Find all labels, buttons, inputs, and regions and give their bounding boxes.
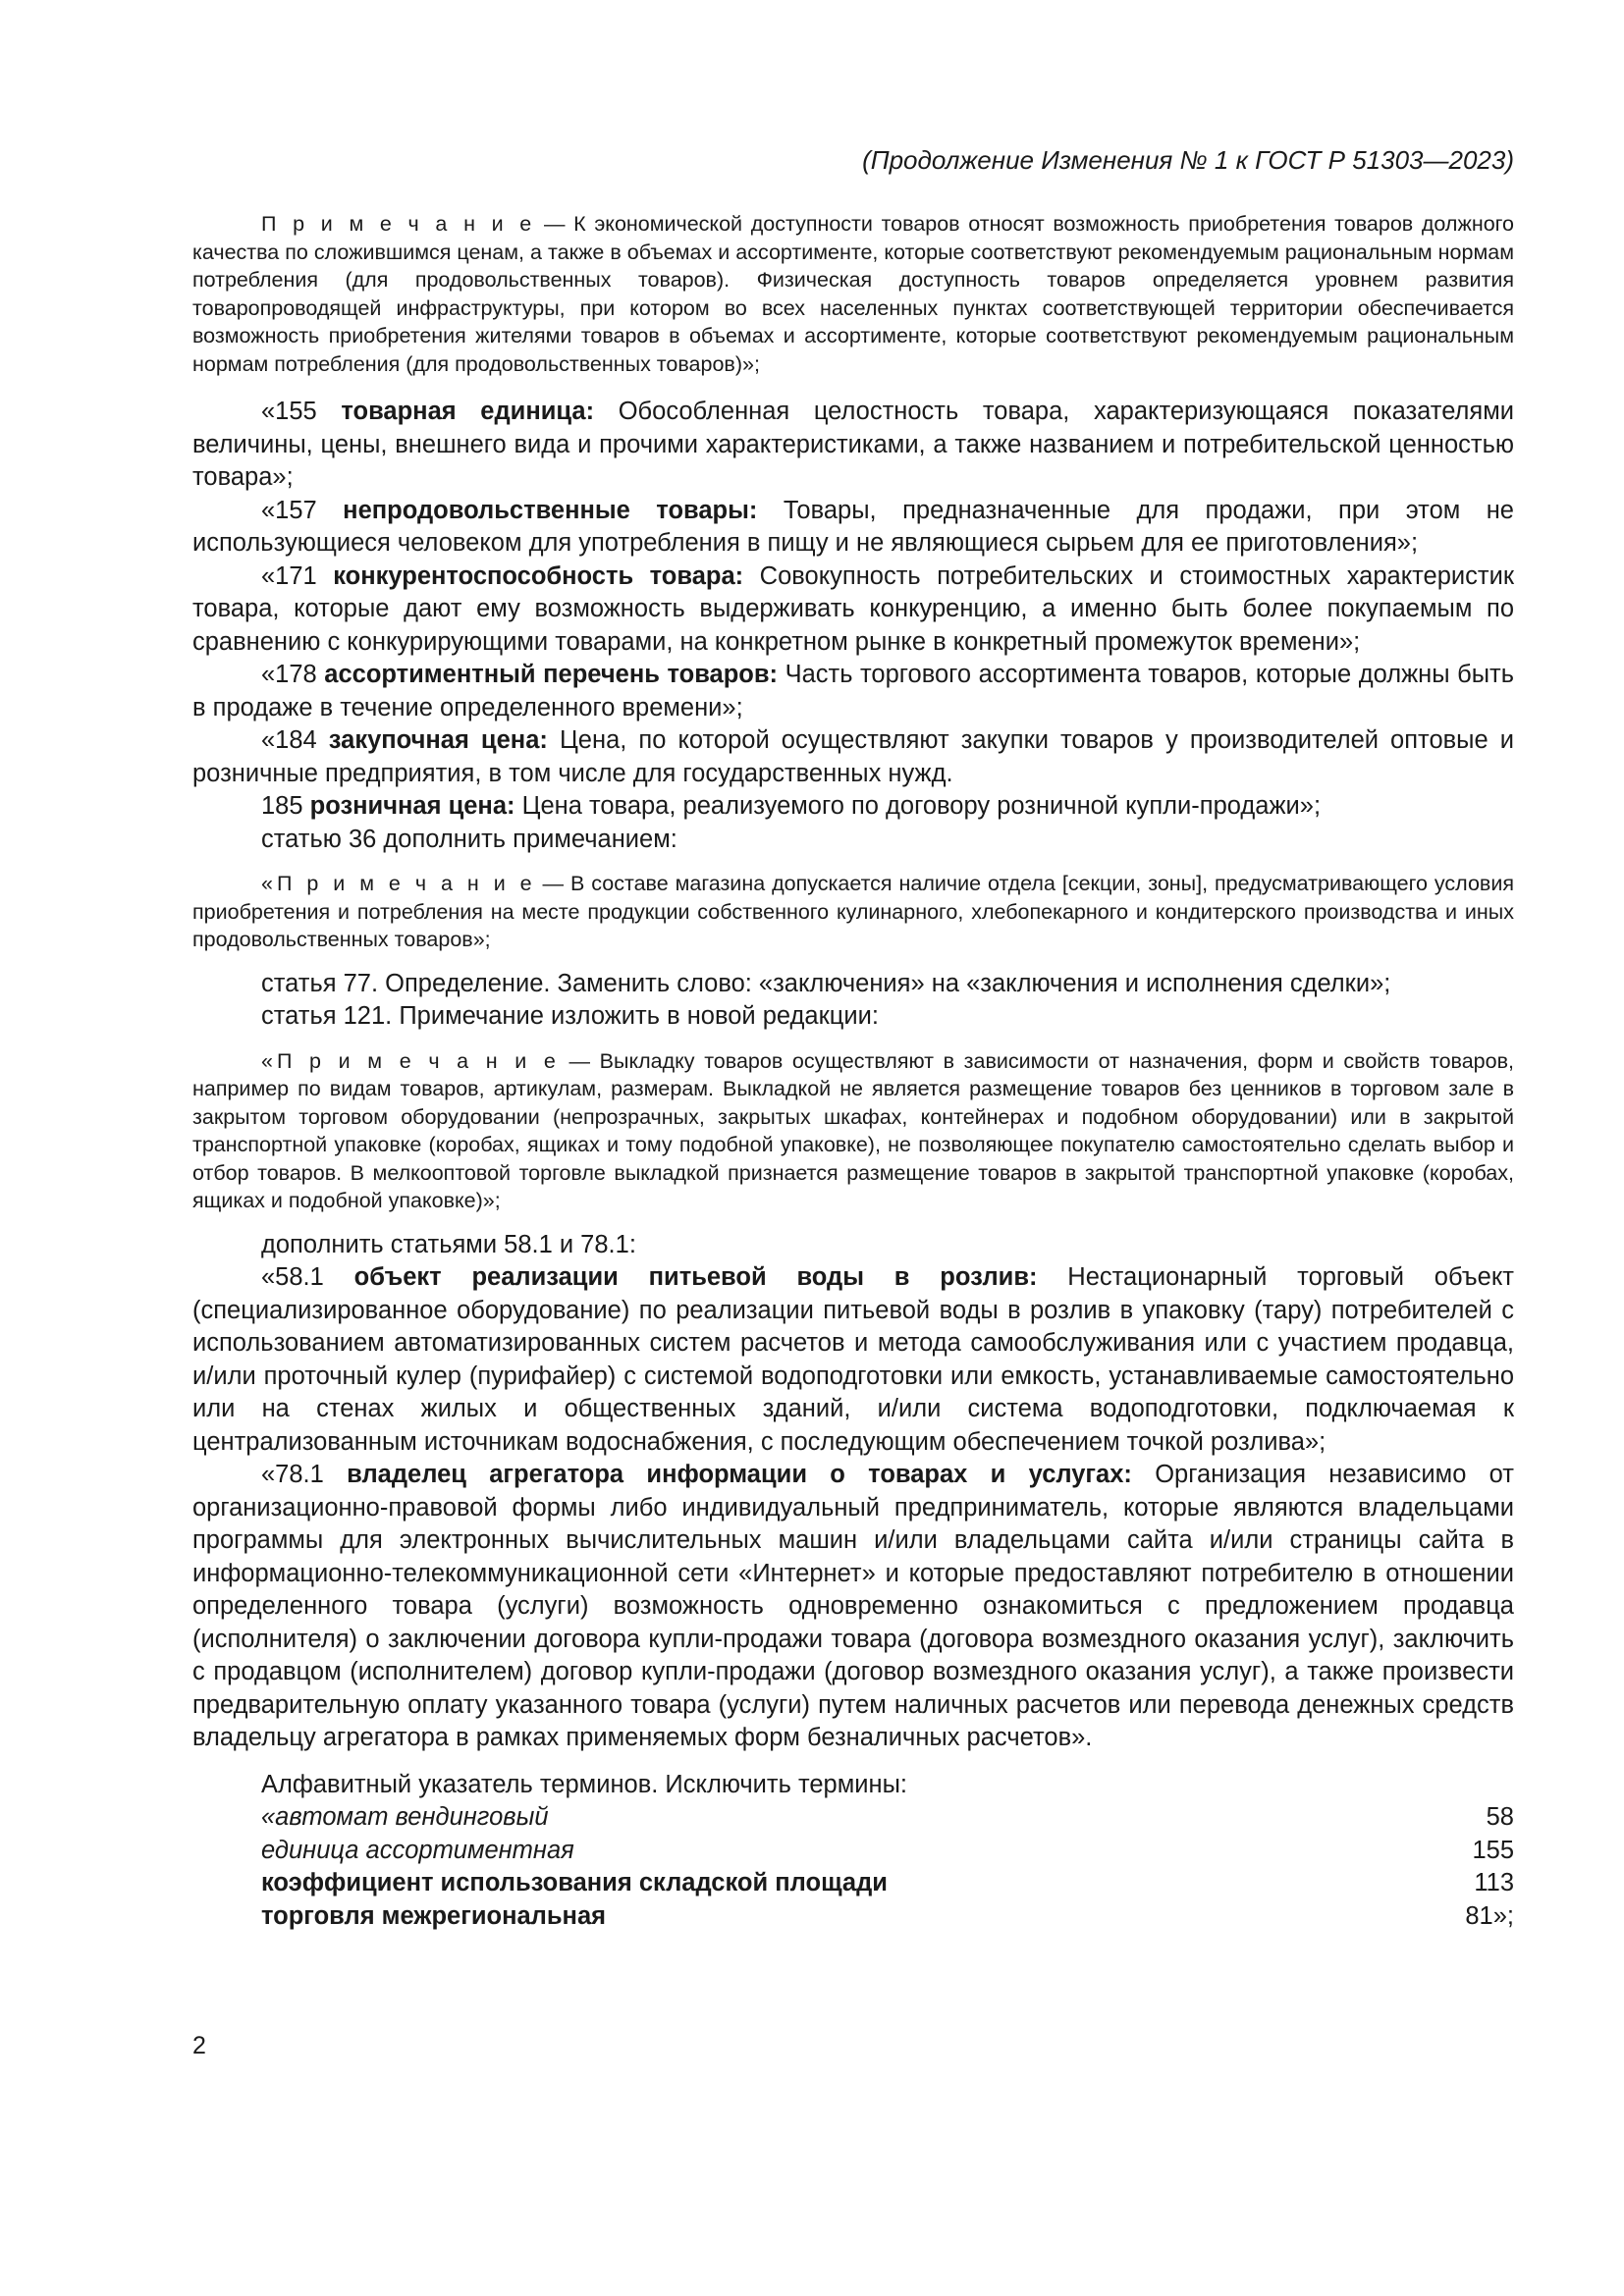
add-articles-instruction: дополнить статьями 58.1 и 78.1: bbox=[261, 1230, 636, 1258]
note-goods-display bbox=[192, 1047, 1514, 1215]
term-184 bbox=[192, 724, 1514, 790]
term-name: ассортиментный перечень товаров: bbox=[324, 661, 779, 688]
article-77-instruction: статья 77. Определение. Заменить слово: «заключения» на «заключения и исполнения сделки»; bbox=[261, 969, 1391, 997]
term-name: товарная единица: bbox=[341, 398, 595, 425]
index-term: единица ассортиментная bbox=[261, 1836, 574, 1864]
term-number: 185 bbox=[261, 792, 310, 820]
note-label: «П р и м е ч а н и е bbox=[261, 872, 536, 895]
term-157 bbox=[192, 495, 1514, 561]
index-term-row bbox=[192, 1801, 1514, 1835]
term-definition: Товары, предназначенные для продажи, при этом не использующиеся человеком для употребления в пищу и не являющиеся сырьем для ее приготовления»; bbox=[192, 496, 1514, 557]
note-text: — Выкладку товаров осуществляют в зависимости от назначения, форм и свойств товаров, например по видам товаров, артикулам, размерам. Выкладкой не является размещение товаров без ценников в торговом зале в закрытом торговом оборудовании (непрозрачных, закрытых шкафах, контейнерах и подобном оборудовании) или в закрытой транспортной упаковке (коробах, ящиках и тому подобной упаковке), не позволяющее покупателю самостоятельно сделать выбор и отбор товаров. В мелкооптовой торговле выкладкой признается размещение товаров в закрытой транспортной упаковке (коробах, ящиках и подобной упаковке)»; bbox=[192, 1048, 1514, 1212]
note-store-section bbox=[192, 870, 1514, 954]
page-number: 2 bbox=[192, 2032, 206, 2059]
index-term-row bbox=[192, 1867, 1514, 1900]
term-definition: Организация независимо от организационно-правовой формы либо индивидуальный предприниматель, которые являются владельцами программы для электронных вычислительных машин и/или владельцами сайта и/или страницы сайта в информационно-телекоммуникационной сети «Интернет» и которые предоставляют потребителю в отношении определенного товара (услуги) возможность одновременно ознакомиться с предложением продавца (исполнителя) о заключении договора купли-продажи товара (договора возмездного оказания услуг), заключить с продавцом (исполнителем) договор купли-продажи (договор возмездного оказания услуг), а также произвести предварительную оплату указанного товара (услуги) путем наличных расчетов или перевода денежных средств владельцу агрегатора в рамках применяемых форм безналичных расчетов». bbox=[192, 1461, 1514, 1751]
term-58-1 bbox=[192, 1261, 1514, 1459]
term-number: «155 bbox=[261, 398, 342, 425]
index-heading: Алфавитный указатель терминов. Исключить термины: bbox=[261, 1770, 907, 1798]
note-label: «П р и м е ч а н и е bbox=[261, 1048, 560, 1073]
index-term-number: 58 bbox=[1486, 1803, 1514, 1831]
term-name: объект реализации питьевой воды в розлив: bbox=[353, 1263, 1038, 1291]
article-121-instruction: статья 121. Примечание изложить в новой редакции: bbox=[261, 1002, 879, 1030]
index-term-number: 155 bbox=[1472, 1836, 1514, 1864]
term-name: розничная цена: bbox=[309, 792, 515, 820]
note-label: П р и м е ч а н и е bbox=[261, 212, 536, 236]
note-text: — К экономической доступности товаров относят возможность приобретения товаров должного качества по сложившимся ценам, а также в объемах и ассортименте, которые соответствуют рекомендуемым рациональным нормам потребления (для продовольственных товаров). Физическая доступность товаров определяется уровнем развития товаропроводящей инфраструктуры, при котором во всех населенных пунктах соответствующей территории обеспечивается возможность приобретения жителями товаров в объемах и ассортименте, которые соответствуют рекомендуемым рациональным нормам потребления (для продовольственных товаров)»; bbox=[192, 212, 1514, 376]
term-number: «58.1 bbox=[261, 1263, 354, 1291]
index-term: коэффициент использования складской площади bbox=[261, 1869, 888, 1896]
term-name: конкурентоспособность товара: bbox=[333, 561, 744, 590]
continuation-header: (Продолжение Изменения № 1 к ГОСТ Р 51303—2023) bbox=[862, 145, 1514, 175]
article-36-instruction: статью 36 дополнить примечанием: bbox=[261, 825, 677, 853]
index-term-number: 113 bbox=[1474, 1869, 1514, 1896]
term-definition: Цена товара, реализуемого по договору розничной купли-продажи»; bbox=[514, 792, 1322, 820]
note-economic-availability bbox=[192, 210, 1514, 378]
term-definition: Совокупность потребительских и стоимостных характеристик товара, которые дают ему возможность выдерживать конкуренцию, а именно быть более покупаемым по сравнению с конкурирующими товарами, на конкретном рынке в конкретный промежуток времени»; bbox=[192, 561, 1514, 656]
term-185 bbox=[192, 790, 1514, 824]
document-page bbox=[192, 143, 1514, 1933]
index-term-row bbox=[192, 1900, 1514, 1934]
term-number: «184 bbox=[261, 726, 329, 754]
index-term: торговля межрегиональная bbox=[261, 1901, 607, 1930]
term-number: «78.1 bbox=[261, 1461, 348, 1488]
term-definition: Нестационарный торговый объект (специализированное оборудование) по реализации питьевой воды в розлив в упаковку (тару) потребителей с использованием автоматизированных систем расчетов и метода самообслуживания или с участием продавца, и/или проточный кулер (пурифайер) с системой водоподготовки или емкость, устанавливаемые самостоятельно или на стенах жилых и общественных зданий, и/или система водоподготовки, подключаемая к централизованным источникам водоснабжения, с последующим обеспечением точкой розлива»; bbox=[192, 1263, 1514, 1456]
term-171 bbox=[192, 561, 1514, 660]
index-term-number: 81»; bbox=[1465, 1901, 1514, 1930]
term-178 bbox=[192, 659, 1514, 724]
term-number: «171 bbox=[261, 561, 334, 590]
term-name: владелец агрегатора информации о товарах и услугах: bbox=[347, 1461, 1132, 1488]
term-155 bbox=[192, 396, 1514, 495]
term-name: закупочная цена: bbox=[328, 726, 548, 754]
index-term: «автомат вендинговый bbox=[261, 1803, 549, 1831]
note-text: — В составе магазина допускается наличие отдела [секции, зоны], предусматривающего условия приобретения и потребления на месте продукции собственного кулинарного, хлебопекарного и кондитерского производства и иных продовольственных товаров»; bbox=[192, 872, 1514, 951]
term-number: «157 bbox=[261, 496, 344, 524]
term-definition: Цена, по которой осуществляют закупки товаров у производителей оптовые и розничные предприятия, в том числе для государственных нужд. bbox=[192, 726, 1514, 787]
term-78-1 bbox=[192, 1459, 1514, 1755]
term-number: «178 bbox=[261, 661, 325, 688]
index-term-row bbox=[192, 1835, 1514, 1868]
term-definition: Обособленная целостность товара, характеризующаяся показателями величины, цены, внешнего вида и прочими характеристиками, а также названием и потребительской ценностью товара»; bbox=[192, 398, 1514, 491]
term-definition: Часть торгового ассортимента товаров, которые должны быть в продаже в течение определенного времени»; bbox=[192, 661, 1514, 721]
term-name: непродовольственные товары: bbox=[343, 496, 758, 524]
